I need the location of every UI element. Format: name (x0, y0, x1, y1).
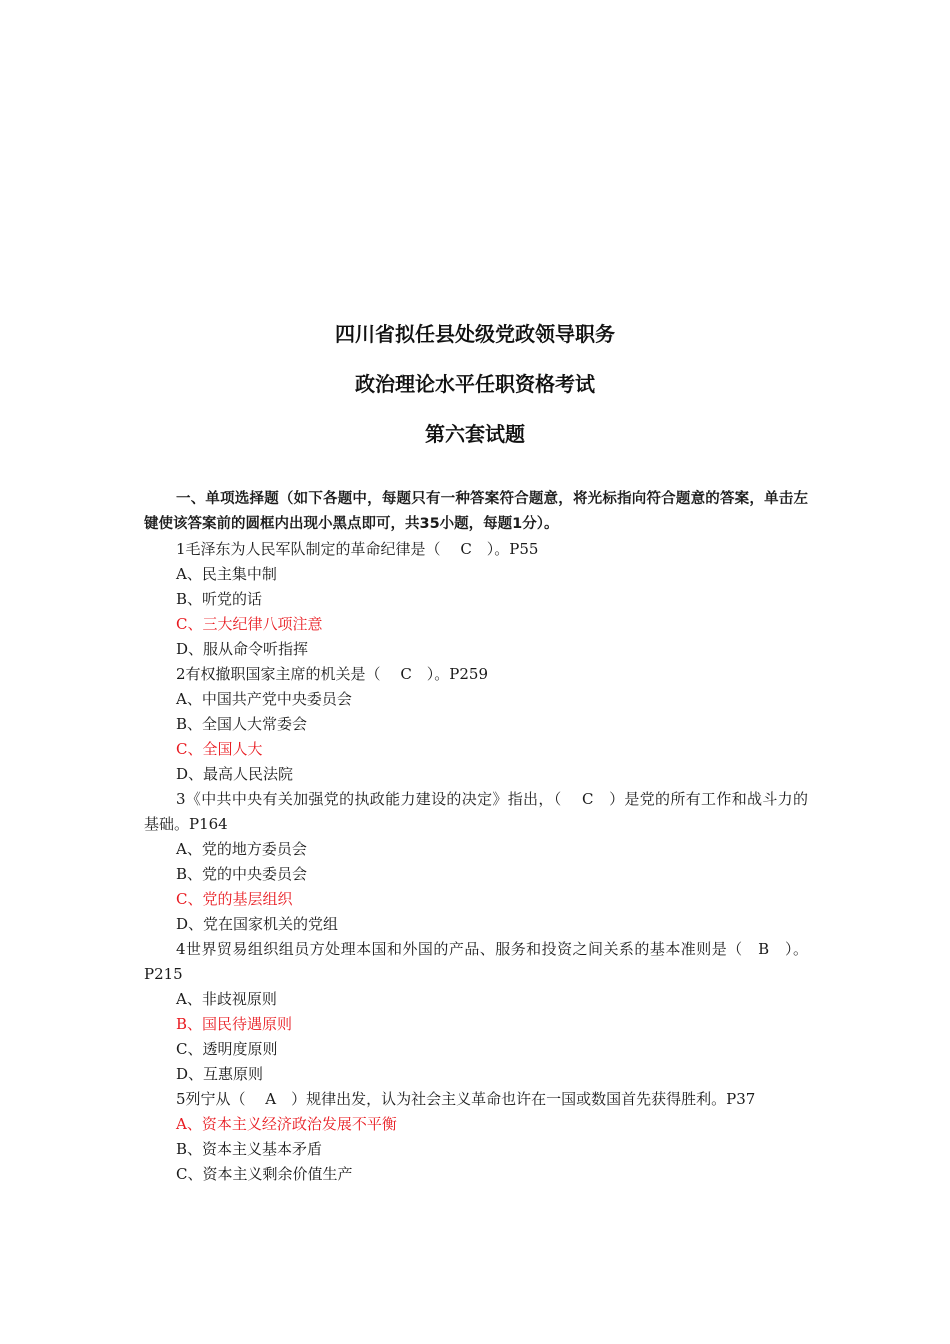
option-b[interactable]: B、全国人大常委会 (176, 715, 308, 733)
question-text: 2有权撤职国家主席的机关是（ C ）。P259 (176, 665, 489, 683)
question-1 (144, 537, 808, 662)
option-c[interactable]: C、透明度原则 (176, 1040, 278, 1058)
option-b-correct[interactable]: B、国民待遇原则 (176, 1015, 293, 1033)
option-a-correct[interactable]: A、资本主义经济政治发展不平衡 (176, 1115, 397, 1133)
title-line-2: 政治理论水平任职资格考试 (355, 372, 595, 396)
option-a[interactable]: A、非歧视原则 (176, 990, 277, 1008)
option-d[interactable]: D、互惠原则 (176, 1065, 264, 1083)
option-c-correct[interactable]: C、三大纪律八项注意 (176, 615, 323, 633)
question-text: 4世界贸易组织组员方处理本国和外国的产品、服务和投资之间关系的基本准则是（ B ）。P215 (144, 940, 808, 983)
question-text: 3《中共中央有关加强党的执政能力建设的决定》指出，（ C ）是党的所有工作和战斗力的基础。P164 (144, 790, 808, 833)
question-5 (144, 1087, 808, 1187)
section-heading: 一、单项选择题（如下各题中，每题只有一种答案符合题意，将光标指向符合题意的答案，单击左键使该答案前的圆框内出现小黑点即可，共35小题，每题1分）。 (144, 491, 808, 532)
option-a[interactable]: A、党的地方委员会 (176, 840, 307, 858)
option-b[interactable]: B、资本主义基本矛盾 (176, 1140, 323, 1158)
question-4 (144, 937, 808, 1087)
option-d[interactable]: D、服从命令听指挥 (176, 640, 309, 658)
question-text: 1毛泽东为人民军队制定的革命纪律是（ C ）。P55 (176, 540, 539, 558)
exam-content (144, 487, 808, 1187)
option-a[interactable]: A、民主集中制 (176, 565, 277, 583)
title-line-1: 四川省拟任县处级党政领导职务 (335, 322, 615, 346)
option-d[interactable]: D、党在国家机关的党组 (176, 915, 339, 933)
question-text: 5列宁从（ A ）规律出发，认为社会主义革命也许在一国或数国首先获得胜利。P37 (176, 1090, 756, 1108)
option-c-correct[interactable]: C、全国人大 (176, 740, 263, 758)
option-b[interactable]: B、听党的话 (176, 590, 263, 608)
option-b[interactable]: B、党的中央委员会 (176, 865, 308, 883)
option-d[interactable]: D、最高人民法院 (176, 765, 294, 783)
option-c[interactable]: C、资本主义剩余价值生产 (176, 1165, 353, 1183)
option-c-correct[interactable]: C、党的基层组织 (176, 890, 293, 908)
title-block (0, 322, 950, 472)
question-2 (144, 662, 808, 787)
question-3 (144, 787, 808, 937)
option-a[interactable]: A、中国共产党中央委员会 (176, 690, 352, 708)
title-line-3: 第六套试题 (425, 422, 525, 446)
